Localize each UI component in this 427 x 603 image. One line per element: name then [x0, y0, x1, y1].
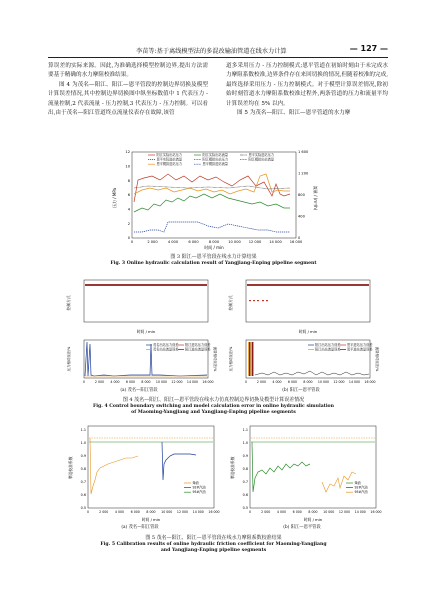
fig4b-legend-label: 恩平进站流量误差	[347, 347, 373, 352]
fig5a-ytick: 0.8	[80, 467, 86, 472]
fig3-legend-label: 阳江实际出站压力	[156, 153, 182, 157]
fig4a-xtick: 16 000	[202, 380, 214, 384]
fig5b-xtick: 2 000	[261, 510, 271, 514]
fig4b-xtick: 12 000	[333, 380, 345, 384]
fig3-legend-label: 恩平实际进站流量	[156, 157, 182, 162]
fig5b-ytick: 0.9	[242, 454, 248, 459]
fig3-ylabel-left: 压力 / MPa	[112, 187, 117, 209]
figure-4b-chart	[222, 276, 380, 388]
right-paragraph-1: 道多采用压力 - 压力控制模式;恩平管道在初始时刻由于未完成水力摩阻系数校准,边界条件存在来回切换的情况,但随着校准的完成,最终选择采用压力 - 压力控制模式。对于模型计算误差情况,除初始时刻管道水力摩阻系数校准过程外,两条管道的压力和流量平均计算误差均在 5% 以内。	[226, 63, 388, 107]
header-rule	[48, 57, 388, 58]
fig5a-legend-label: 柴油	[192, 481, 199, 485]
fig4b-legend-label: 恩平进站压力误差	[347, 343, 373, 347]
fig5b-ytick: 0.7	[242, 480, 248, 485]
header-title: 李苗等:基于离线模型法的多混改输油管道在线水力计算	[136, 48, 287, 55]
fig5b-legend-label: 92#汽油	[354, 485, 368, 490]
fig4b-subcaption: (b) 阳江—恩平管段	[282, 388, 320, 393]
fig3-caption-en: Fig. 3 Online hydraulic calculation result of Yangjiang-Enping pipeline segment	[110, 261, 317, 266]
fig4b-xtick: 16 000	[364, 380, 376, 384]
fig3-legend-label: 阳江模拟出站流量	[248, 157, 274, 162]
fig5b-ytick: 1.0	[242, 441, 248, 446]
fig4b-err-ylabel-left: 压力相对误差/%	[229, 346, 233, 372]
fig5b-ylabel: 摩阻校准系数	[230, 456, 235, 480]
fig4a-xtick: 10 000	[155, 380, 168, 384]
fig3-legend-label: 恩平模拟进站流量	[202, 162, 228, 167]
fig3-right-ytick: 1 600	[298, 150, 309, 155]
fig5-caption-en-1: Fig. 5 Calibration results of online hydraulic friction coefficient for Maoming-Yangjiang	[100, 542, 327, 547]
fig5a-ytick: 0.7	[80, 480, 86, 485]
figure-5b-chart	[222, 422, 382, 526]
fig4a-control-frame	[84, 280, 208, 322]
fig4b-legend-label: 阳江出站压力误差	[315, 343, 341, 347]
fig4a-xtick: 2 000	[94, 380, 105, 384]
fig3-left-ytick: 6	[127, 193, 130, 198]
right-paragraph-2: 图 5 为茂名—阳江、阳江—恩平管道的水力摩	[237, 110, 351, 117]
fig5b-legend-label: 柴油	[354, 481, 361, 485]
fig5a-frame	[88, 426, 214, 508]
fig3-xtick: 8 000	[208, 240, 220, 244]
fig5a-ytick: 0.9	[80, 454, 86, 459]
fig5a-xtick: 2 000	[99, 510, 109, 514]
fig4-caption-en-2: of Maoming-Yangjiang and Yangjiang-Enping pipeline segments	[131, 410, 296, 415]
fig3-right-ytick: 1 200	[298, 171, 309, 176]
fig4b-control-frame	[246, 280, 370, 322]
left-paragraph-2: 图 4 为茂名—阳江、阳江—恩平管段的控制边界切换及模型计算误差情况,其中控制边界切换图中纵坐标数值中 1 代表压力 - 流量控制,2 代表流量 - 压力控制,3 代表压力 - 压力控制。可以看出,由于茂名—阳江管道终点流量仪表存在故障,该管	[48, 81, 208, 117]
fig5b-xtick: 10 000	[323, 510, 335, 514]
fig4b-xtick: 6 000	[287, 380, 298, 384]
fig4a-xlabel-top: 时间 / min	[136, 329, 156, 334]
fig5a-xtick: 10 000	[161, 510, 173, 514]
fig5b-ytick: 0.8	[242, 467, 248, 472]
fig5a-xlabel: 时间 / min	[141, 517, 161, 522]
fig4a-err-ylabel-right: 流量相对误差/%	[213, 346, 217, 372]
right-column	[226, 62, 388, 118]
fig4a-xtick: 14 000	[186, 380, 199, 384]
fig5b-subcaption: (b) 阳江—恩平管段	[283, 525, 321, 530]
fig5a-xtick: 14 000	[192, 510, 204, 514]
fig4a-legend-label: 阳江进站流量误差	[185, 347, 211, 352]
left-paragraph-1: 算误差的实际来源。因此,为准确选择模型控制边界,提出方法需要基于精确的水力摩阻校准结果。	[48, 63, 208, 79]
fig4b-legend-label: 阳江出站流量误差	[315, 347, 341, 352]
fig4a-legend-label: 阳江进站压力误差	[185, 343, 211, 347]
fig3-xtick: 0	[130, 240, 134, 244]
fig4b-control-ylabel: 控制方式	[228, 295, 233, 311]
fig5a-legend-label: 95#汽油	[192, 490, 206, 495]
fig3-xlabel: 时间 / min	[204, 245, 224, 250]
fig5b-xtick: 16 000	[370, 510, 382, 514]
fig5b-ytick: 0.6	[242, 493, 248, 498]
fig5b-xtick: 14 000	[354, 510, 366, 514]
fig5a-xtick: 16 000	[208, 510, 220, 514]
fig4a-legend-label: 茂名出站流量误差	[153, 347, 179, 352]
fig4a-xtick: 4 000	[110, 380, 120, 384]
fig5b-xtick: 12 000	[338, 510, 351, 514]
fig5a-ytick: 0.5	[80, 506, 86, 511]
fig4b-xtick: 8 000	[303, 380, 313, 384]
running-header	[48, 44, 388, 56]
fig5-caption-en-2: and Yangjiang-Enping pipeline segments	[160, 548, 267, 553]
fig5b-legend-label: 95#汽油	[354, 490, 368, 495]
fig3-xtick: 2 000	[147, 240, 158, 244]
fig5b-frame	[250, 426, 376, 508]
left-column	[48, 62, 208, 118]
fig3-xtick: 14 000	[269, 240, 282, 244]
fig3-right-ytick: 800	[298, 193, 305, 198]
fig5a-xtick: 12 000	[176, 510, 189, 514]
fig3-xtick: 16 000	[289, 240, 303, 244]
fig3-right-ytick: 400	[298, 214, 305, 219]
fig4a-err-ylabel-left: 压力相对误差/%	[67, 346, 71, 372]
fig3-left-ytick: 2	[127, 221, 130, 226]
fig5a-xtick: 6 000	[130, 510, 140, 514]
fig3-left-ytick: 4	[127, 207, 130, 212]
fig3-left-ytick: 12	[125, 150, 130, 155]
fig3-right-ytick: 0	[298, 236, 301, 241]
fig4b-err-ylabel-right: 流量相对误差/%	[375, 346, 379, 372]
fig3-caption-cn: 图 3 阳江—恩平管段在线水力计算结果	[170, 254, 257, 260]
fig3-ylabel-right: 流量 / (m³/h)	[313, 185, 318, 211]
fig4b-xtick: 4 000	[272, 380, 282, 384]
fig3-xtick: 6 000	[188, 240, 199, 244]
fig5b-ytick: 1.1	[242, 428, 248, 433]
fig5b-xtick: 6 000	[292, 510, 302, 514]
fig4-caption-cn: 图 4 茂名—阳江、阳江—恩平管段在线水力仿真控制边界切换及模型计算误差情况	[122, 397, 305, 403]
fig3-legend-label: 阳江实际出站流量	[202, 153, 228, 157]
fig4-caption-en-1: Fig. 4 Control boundary switching and model calculation error in online hydraulic simulation	[93, 404, 334, 409]
fig3-legend-label: 阳江模拟出站压力	[202, 157, 228, 162]
fig4b-xtick: 14 000	[348, 380, 361, 384]
fig3-legend-label: 恩平实际进站压力	[248, 153, 274, 157]
fig4b-early-burst	[248, 342, 254, 376]
fig4a-xtick: 8 000	[141, 380, 151, 384]
fig3-left-ytick: 0	[127, 236, 130, 241]
fig5a-legend-label: 92#汽油	[192, 485, 206, 490]
fig5a-ytick: 1.1	[80, 428, 86, 433]
figure-4a-chart	[60, 276, 218, 388]
fig3-left-ytick: 10	[125, 164, 130, 169]
fig3-xtick: 12 000	[248, 240, 262, 244]
fig5b-xtick: 4 000	[276, 510, 287, 514]
fig4a-control-ylabel: 控制方式	[66, 295, 71, 311]
fig4a-subcaption: (a) 茂名—阳江管段	[120, 388, 158, 393]
fig3-xtick: 4 000	[167, 240, 179, 244]
fig5-caption-cn: 图 5 茂名—阳江、阳江—恩平管段在线水力摩阻系数校准结果	[145, 535, 282, 541]
fig4b-xtick: 0	[244, 380, 248, 384]
fig4b-xtick: 2 000	[256, 380, 267, 384]
fig4a-legend-label: 茂名出站压力误差	[153, 343, 179, 347]
fig5b-xtick: 8 000	[308, 510, 318, 514]
fig4b-xtick: 10 000	[317, 380, 330, 384]
fig4a-xtick: 0	[82, 380, 86, 384]
fig5a-subcaption: (a) 茂名—阳江管段	[121, 525, 159, 530]
fig4a-xtick: 6 000	[125, 380, 136, 384]
page-number: — 127 —	[349, 44, 388, 53]
fig5a-xtick: 0	[86, 510, 90, 514]
fig4a-xtick: 12 000	[171, 380, 183, 384]
fig3-legend-label: 恩平模拟进站压力	[156, 162, 182, 167]
fig5a-ytick: 1.0	[80, 441, 86, 446]
fig3-xtick: 10 000	[228, 240, 241, 244]
fig5b-xtick: 0	[248, 510, 252, 514]
fig5a-ylabel: 摩阻校准系数	[68, 456, 73, 480]
fig5a-xtick: 4 000	[114, 510, 125, 514]
figure-3-chart	[108, 146, 322, 250]
fig5b-ytick: 0.5	[242, 506, 248, 511]
fig5a-xtick: 8 000	[146, 510, 156, 514]
figure-5a-chart	[60, 422, 220, 526]
fig4b-xlabel-top: 时间 / min	[298, 329, 318, 334]
fig5a-ytick: 0.6	[80, 493, 86, 498]
fig5b-xlabel: 时间 / min	[303, 517, 323, 522]
fig3-left-ytick: 8	[127, 178, 130, 183]
